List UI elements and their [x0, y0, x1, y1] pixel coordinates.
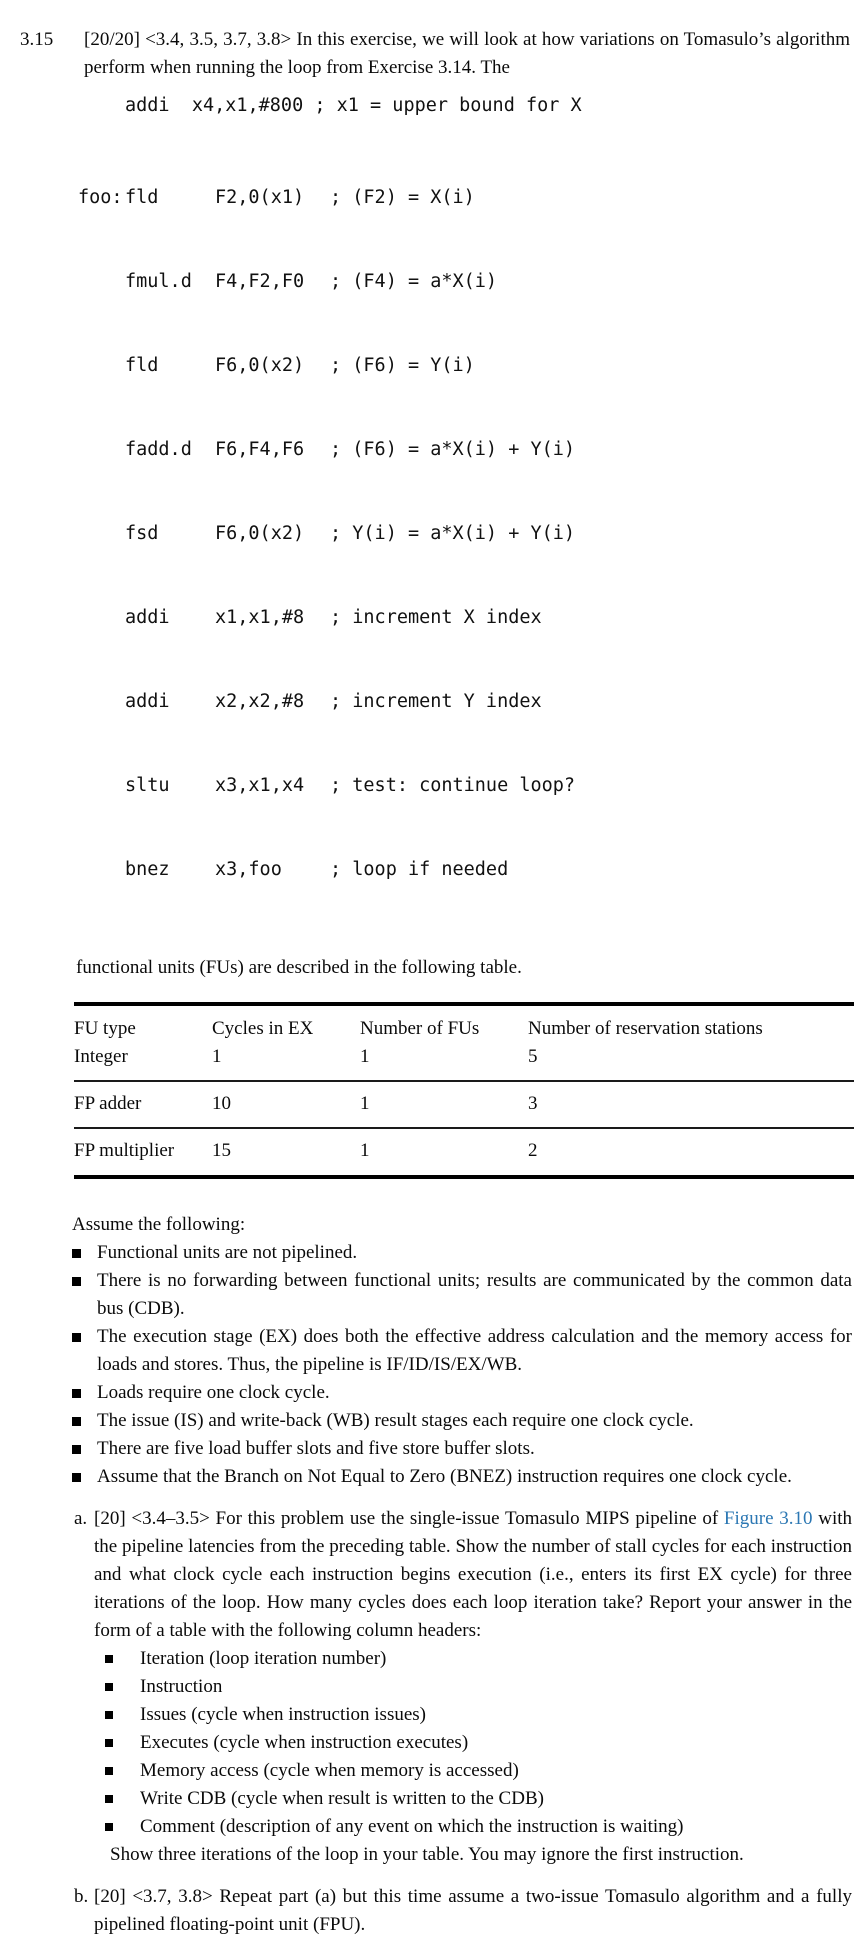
column-header-text: Comment (description of any event on which the instruction is waiting)	[140, 1816, 684, 1837]
list-item	[0, 1435, 856, 1463]
code-label	[78, 520, 125, 548]
code-comment: ; (F4) = a*X(i)	[330, 271, 498, 292]
code-comment: ; (F6) = a*X(i) + Y(i)	[330, 439, 576, 460]
list-item	[0, 1757, 856, 1785]
fu-table-header-num-fus: Number of FUs	[360, 1018, 480, 1039]
list-item	[0, 1645, 856, 1673]
table-row	[74, 1081, 854, 1128]
code-line	[78, 772, 856, 800]
square-bullet-icon	[105, 1767, 113, 1775]
list-item	[0, 1701, 856, 1729]
assumption-text: There are five load buffer slots and five store buffer slots.	[97, 1438, 535, 1459]
code-comment: ; increment X index	[330, 607, 542, 628]
column-headers-list	[0, 1645, 856, 1841]
list-item	[0, 1267, 856, 1323]
assumption-text: Loads require one clock cycle.	[97, 1382, 330, 1403]
code-label	[78, 268, 125, 296]
code-line	[78, 268, 856, 296]
code-opcode: fadd.d	[125, 439, 192, 460]
square-bullet-icon	[105, 1823, 113, 1831]
code-comment: ; (F2) = X(i)	[330, 187, 475, 208]
fu-table-cell: 1	[212, 1043, 360, 1081]
code-label	[78, 856, 125, 884]
list-item	[0, 1729, 856, 1757]
table-row	[74, 1043, 854, 1081]
square-bullet-icon	[105, 1711, 113, 1719]
assumption-text: Assume that the Branch on Not Equal to Zero (BNEZ) instruction requires one clock cycle.	[97, 1466, 792, 1487]
square-bullet-icon	[72, 1333, 81, 1342]
square-bullet-icon	[72, 1277, 81, 1286]
code-operands: F2,0(x1)	[215, 187, 305, 208]
fu-table-header-row	[74, 1004, 854, 1043]
fu-table-cell: Integer	[74, 1043, 212, 1081]
code-line	[78, 856, 856, 884]
code-label	[78, 436, 125, 464]
part-a-text-before-link: [20] <3.4–3.5> For this problem use the single-issue Tomasulo MIPS pipeline of	[94, 1508, 724, 1529]
square-bullet-icon	[105, 1739, 113, 1747]
part-a-text-after-link: with the pipeline latencies from the preceding table. Show the number of stall cycles for each instruction and what clock cycle each instruction begins execution (i.e., enters its first EX cycle) for three iterations of the loop. How many cycles does each loop iteration take? Report your answer in the form of a table with the following column headers:	[94, 1508, 853, 1641]
fu-table-cell: 2	[528, 1140, 538, 1161]
code-line	[78, 520, 856, 548]
code-operands: F6,0(x2)	[215, 523, 305, 544]
code-line	[78, 352, 856, 380]
fu-table-cell: 5	[528, 1043, 854, 1081]
square-bullet-icon	[72, 1249, 81, 1258]
code-label	[78, 604, 125, 632]
code-operands: F6,F4,F6	[215, 439, 305, 460]
fu-table-cell: FP adder	[74, 1081, 212, 1128]
square-bullet-icon	[105, 1655, 113, 1663]
part-b-text: [20] <3.7, 3.8> Repeat part (a) but this time assume a two-issue Tomasulo algorithm and a fully pipelined floating-point unit (FPU).	[94, 1886, 852, 1935]
fu-table-cell: 1	[360, 1140, 370, 1161]
code-label	[78, 352, 125, 380]
list-item	[0, 1673, 856, 1701]
code-opcode: addi	[125, 607, 170, 628]
column-header-text: Executes (cycle when instruction executes)	[140, 1732, 469, 1753]
column-header-text: Instruction	[140, 1676, 223, 1697]
part-b-label: b.	[74, 1886, 89, 1907]
fu-table-cell: 1	[360, 1043, 528, 1081]
code-comment: ; (F6) = Y(i)	[330, 355, 475, 376]
code-opcode: addi	[125, 691, 170, 712]
square-bullet-icon	[105, 1683, 113, 1691]
square-bullet-icon	[105, 1795, 113, 1803]
part-a-closing: Show three iterations of the loop in your table. You may ignore the first instruction.	[110, 1844, 744, 1865]
code-label	[78, 772, 125, 800]
figure-3-10-link[interactable]: Figure 3.10	[723, 1508, 813, 1529]
code-setup-line: addi x4,x1,#800 ; x1 = upper bound for X	[125, 95, 582, 116]
fu-table-cell: FP multiplier	[74, 1140, 175, 1161]
column-header-text: Issues (cycle when instruction issues)	[140, 1704, 426, 1725]
code-line	[78, 436, 856, 464]
code-opcode: fld	[125, 187, 159, 208]
list-item	[0, 1379, 856, 1407]
assumptions-list	[0, 1239, 856, 1491]
code-line	[78, 688, 856, 716]
code-comment: ; Y(i) = a*X(i) + Y(i)	[330, 523, 576, 544]
code-label: foo:	[78, 187, 123, 208]
code-operands: x3,x1,x4	[215, 775, 305, 796]
code-operands: x2,x2,#8	[215, 691, 305, 712]
square-bullet-icon	[72, 1389, 81, 1398]
column-header-text: Iteration (loop iteration number)	[140, 1648, 387, 1669]
code-comment: ; loop if needed	[330, 859, 509, 880]
list-item	[0, 1407, 856, 1435]
part-a	[0, 1505, 856, 1645]
loop-code-block	[78, 128, 856, 940]
code-opcode: bnez	[125, 859, 170, 880]
code-opcode: sltu	[125, 775, 170, 796]
list-item	[0, 1323, 856, 1379]
exercise-number: 3.15	[20, 29, 54, 50]
square-bullet-icon	[72, 1417, 81, 1426]
part-a-label: a.	[74, 1508, 88, 1529]
code-operands: x3,foo	[215, 859, 282, 880]
code-label	[78, 688, 125, 716]
code-operands: F4,F2,F0	[215, 271, 305, 292]
column-header-text: Write CDB (cycle when result is written to the CDB)	[140, 1788, 544, 1809]
exercise-intro: [20/20] <3.4, 3.5, 3.7, 3.8> In this exercise, we will look at how variations on Tomasulo’s algorithm perform when running the loop from Exercise 3.14. The	[84, 29, 850, 78]
assumption-text: The execution stage (EX) does both the effective address calculation and the memory access for loads and stores. Thus, the pipeline is IF/ID/IS/EX/WB.	[97, 1326, 852, 1375]
square-bullet-icon	[72, 1473, 81, 1482]
after-code-text: functional units (FUs) are described in the following table.	[76, 957, 522, 978]
assumption-text: Functional units are not pipelined.	[97, 1242, 358, 1263]
fu-table-cell: 1	[360, 1081, 528, 1128]
assumption-text: There is no forwarding between functional units; results are communicated by the common data bus (CDB).	[97, 1270, 852, 1319]
part-b	[0, 1883, 856, 1939]
code-opcode: fld	[125, 355, 159, 376]
part-a-text	[94, 1505, 852, 1645]
assumption-text: The issue (IS) and write-back (WB) result stages each require one clock cycle.	[97, 1410, 694, 1431]
list-item	[0, 1239, 856, 1267]
fu-table-header-fu-type: FU type	[74, 1018, 136, 1039]
fu-table-cell: 3	[528, 1081, 854, 1128]
fu-table-header-num-rs: Number of reservation stations	[528, 1018, 763, 1039]
code-operands: x1,x1,#8	[215, 607, 305, 628]
exercise-header	[0, 26, 856, 82]
code-line	[78, 604, 856, 632]
fu-table	[74, 1002, 854, 1179]
code-line	[78, 184, 856, 212]
list-item	[0, 1463, 856, 1491]
list-item	[0, 1785, 856, 1813]
fu-table-cell: 10	[212, 1081, 360, 1128]
code-opcode: fmul.d	[125, 271, 192, 292]
column-header-text: Memory access (cycle when memory is accessed)	[140, 1760, 519, 1781]
table-row	[74, 1128, 854, 1177]
list-item	[0, 1813, 856, 1841]
fu-table-header-cycles: Cycles in EX	[212, 1018, 314, 1039]
code-comment: ; increment Y index	[330, 691, 542, 712]
code-opcode: fsd	[125, 523, 159, 544]
fu-table-cell: 15	[212, 1140, 231, 1161]
assumptions-title: Assume the following:	[72, 1214, 246, 1235]
square-bullet-icon	[72, 1445, 81, 1454]
code-comment: ; test: continue loop?	[330, 775, 576, 796]
code-operands: F6,0(x2)	[215, 355, 305, 376]
